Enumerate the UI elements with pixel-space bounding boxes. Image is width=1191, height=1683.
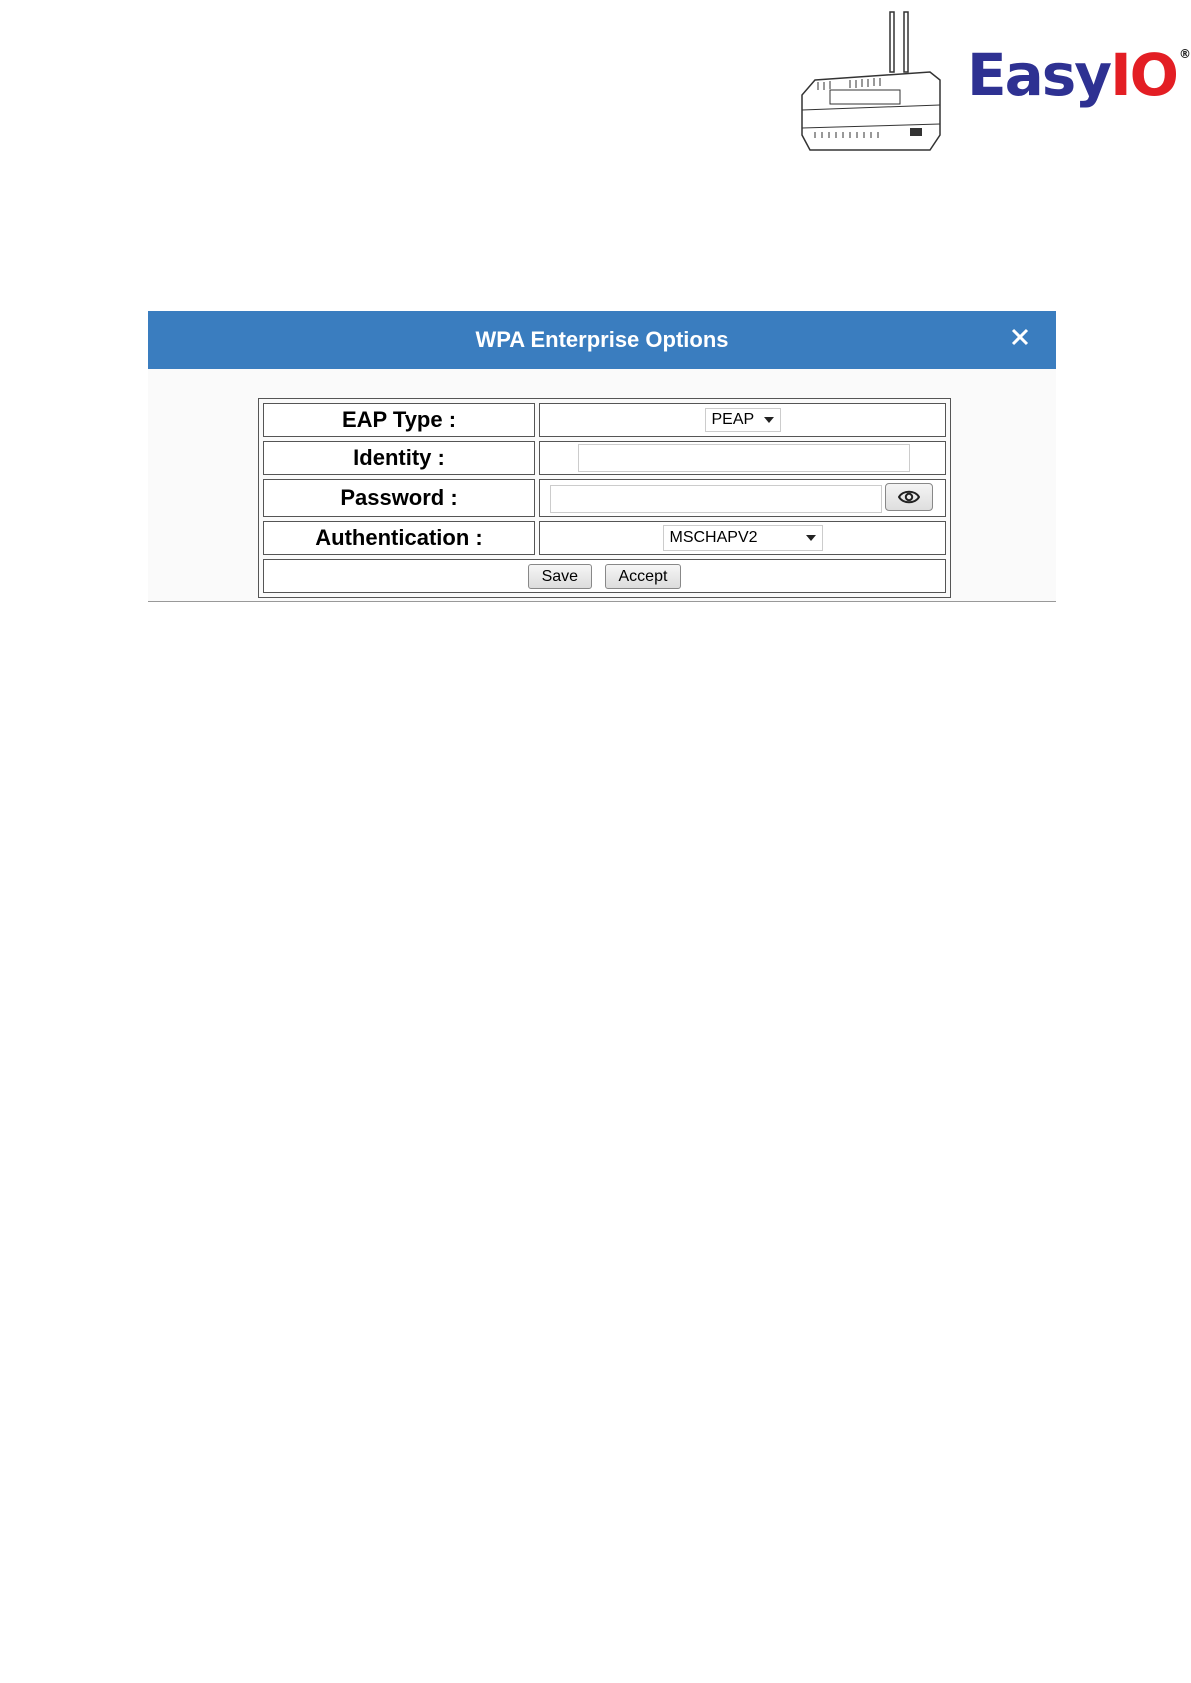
show-password-button[interactable]	[885, 483, 933, 511]
row-actions	[263, 559, 946, 593]
accept-button[interactable]: Accept	[605, 564, 682, 589]
authentication-label: Authentication :	[263, 521, 535, 555]
chevron-down-icon	[764, 417, 774, 423]
password-label: Password :	[263, 479, 535, 517]
brand-header	[790, 10, 1191, 160]
authentication-cell	[539, 521, 946, 555]
identity-cell	[539, 441, 946, 475]
logo-io-text: IO	[1110, 41, 1177, 109]
row-password	[263, 479, 946, 517]
identity-input[interactable]	[578, 444, 910, 472]
eap-type-value: PEAP	[711, 411, 755, 428]
authentication-select[interactable]	[663, 525, 823, 551]
dialog-title: WPA Enterprise Options	[475, 327, 729, 352]
dialog-header	[148, 311, 1056, 369]
dialog-body	[148, 369, 1056, 602]
row-identity	[263, 441, 946, 475]
eap-type-select[interactable]	[705, 408, 781, 432]
password-input[interactable]	[550, 485, 882, 513]
wpa-enterprise-dialog	[148, 311, 1056, 602]
close-button[interactable]	[1004, 321, 1036, 353]
eap-type-label: EAP Type :	[263, 403, 535, 437]
eap-type-cell	[539, 403, 946, 437]
identity-label: Identity :	[263, 441, 535, 475]
eye-icon	[898, 489, 920, 505]
authentication-value: MSCHAPV2	[669, 529, 758, 546]
save-button[interactable]: Save	[528, 564, 592, 589]
options-table	[258, 398, 951, 598]
controller-device-illustration	[790, 10, 955, 160]
row-eap-type	[263, 403, 946, 437]
registered-mark: ®	[1178, 47, 1191, 61]
actions-cell	[263, 559, 946, 593]
close-icon	[1011, 328, 1029, 346]
easyio-logo	[967, 41, 1191, 109]
row-authentication	[263, 521, 946, 555]
password-cell	[539, 479, 946, 517]
chevron-down-icon	[806, 535, 816, 541]
logo-easy-text: Easy	[967, 41, 1111, 109]
